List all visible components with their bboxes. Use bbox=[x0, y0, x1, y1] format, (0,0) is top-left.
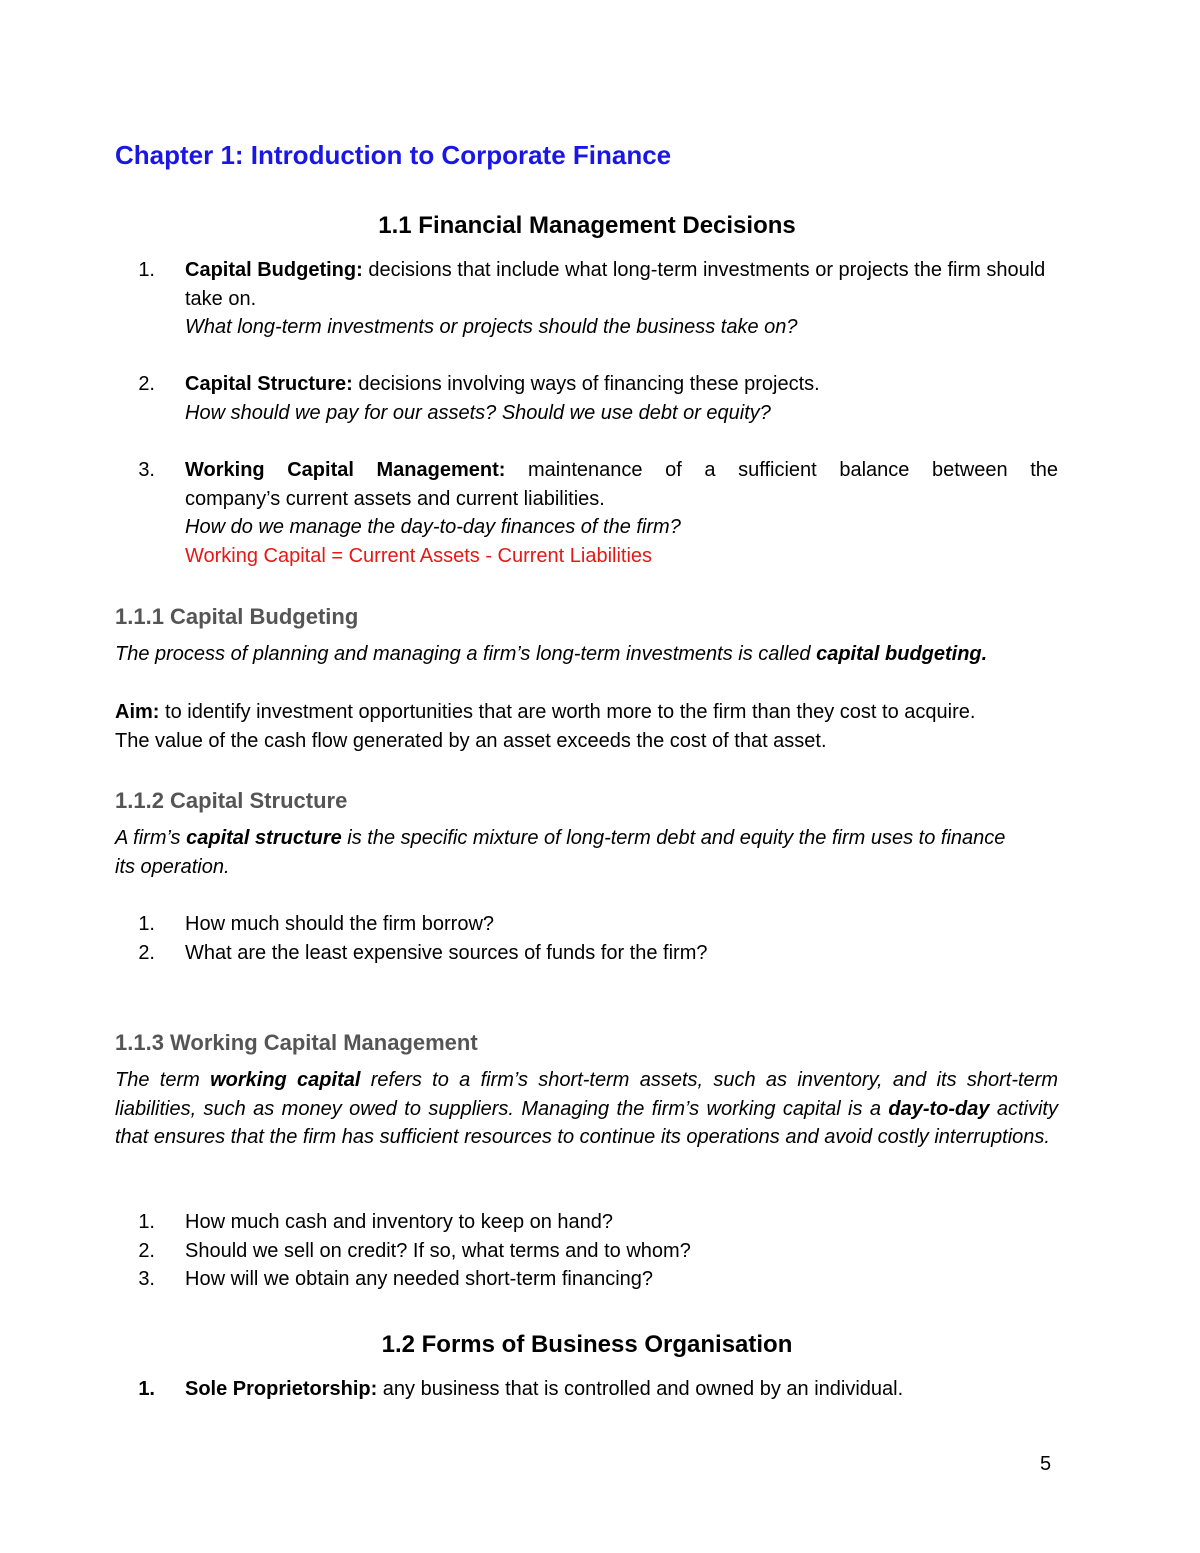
item-text-continued: company’s current assets and current liabilities. bbox=[185, 487, 605, 510]
definition-text: is the specific mixture of long-term debt and equity the firm uses to finance its operation. bbox=[115, 827, 1006, 878]
item-term: Capital Structure: bbox=[185, 373, 353, 395]
chapter-title: Chapter 1: Introduction to Corporate Finance bbox=[115, 140, 672, 170]
list-item bbox=[115, 939, 1058, 968]
item-text: maintenance of a sufficient balance between the bbox=[505, 459, 1058, 481]
capital-budgeting-definition bbox=[115, 640, 1058, 669]
item-text: What are the least expensive sources of funds for the firm? bbox=[185, 941, 708, 964]
aim-paragraph bbox=[115, 698, 1058, 755]
item-number: 2. bbox=[138, 941, 155, 964]
item-term: Working Capital Management: bbox=[185, 459, 506, 481]
item-number: 1. bbox=[138, 913, 155, 935]
working-capital-definition bbox=[115, 1066, 1058, 1152]
item-number: 1. bbox=[138, 1211, 155, 1233]
item-question: What long-term investments or projects should the business take on? bbox=[185, 316, 798, 339]
section-heading-1-1: 1.1 Financial Management Decisions bbox=[378, 212, 796, 239]
aim-text-2: The value of the cash flow generated by an asset exceeds the cost of that asset. bbox=[115, 729, 827, 752]
definition-term: day-to-day bbox=[888, 1097, 990, 1120]
item-number: 3. bbox=[138, 459, 155, 481]
subsection-heading-1-1-2: 1.1.2 Capital Structure bbox=[115, 788, 348, 813]
item-text: decisions that include what long-term investments or projects the firm should take on. bbox=[185, 259, 1046, 310]
list-item bbox=[115, 456, 1058, 570]
list-item bbox=[115, 1265, 1058, 1294]
aim-text: to identify investment opportunities that are worth more to the firm than they cost to acquire. bbox=[159, 701, 976, 723]
list-item bbox=[115, 1375, 1058, 1404]
list-item bbox=[115, 1208, 1058, 1237]
working-capital-formula: Working Capital = Current Assets - Current Liabilities bbox=[185, 544, 653, 567]
item-number: 2. bbox=[138, 373, 155, 395]
section-heading-1-2: 1.2 Forms of Business Organisation bbox=[381, 1331, 793, 1358]
definition-term: capital budgeting. bbox=[816, 643, 988, 665]
page-number: 5 bbox=[1040, 1453, 1052, 1475]
list-item bbox=[115, 256, 1058, 342]
list-item bbox=[115, 370, 1058, 427]
capital-structure-definition bbox=[115, 824, 1015, 881]
item-first-line bbox=[185, 456, 1058, 485]
aim-label: Aim: bbox=[115, 701, 160, 723]
item-number: 1. bbox=[138, 1378, 155, 1400]
definition-term: capital structure bbox=[186, 827, 342, 849]
item-term: Sole Proprietorship: bbox=[185, 1378, 378, 1400]
definition-text: A firm’s bbox=[115, 827, 187, 849]
item-question: How should we pay for our assets? Should we use debt or equity? bbox=[185, 401, 771, 424]
subsection-heading-1-1-1: 1.1.1 Capital Budgeting bbox=[115, 604, 359, 629]
item-text: Should we sell on credit? If so, what terms and to whom? bbox=[185, 1239, 691, 1262]
item-number: 1. bbox=[138, 259, 155, 281]
item-text: decisions involving ways of financing these projects. bbox=[352, 373, 820, 395]
subsection-heading-1-1-3: 1.1.3 Working Capital Management bbox=[115, 1030, 478, 1055]
item-term: Capital Budgeting: bbox=[185, 259, 363, 281]
item-number: 2. bbox=[138, 1239, 155, 1262]
working-capital-questions bbox=[115, 1208, 1058, 1294]
definition-text: activity that ensures that the firm has sufficient resources to continue its operations and avoid costly interruptions. bbox=[115, 1097, 1058, 1149]
item-question: How do we manage the day-to-day finances of the firm? bbox=[185, 516, 681, 539]
definition-text: refers to a firm’s short-term assets, such as inventory, and its short-term liabilities, such as money owed to suppliers. Managing the firm’s working capital is a bbox=[115, 1069, 1058, 1120]
capital-structure-questions bbox=[115, 910, 1058, 967]
item-text: How much cash and inventory to keep on hand? bbox=[185, 1211, 614, 1233]
definition-term: working capital bbox=[210, 1069, 361, 1091]
item-text: How much should the firm borrow? bbox=[185, 913, 495, 935]
item-text: How will we obtain any needed short-term financing? bbox=[185, 1268, 654, 1291]
item-text: any business that is controlled and owned by an individual. bbox=[377, 1378, 904, 1400]
definition-text: The term bbox=[115, 1069, 211, 1091]
list-item bbox=[115, 910, 1058, 939]
item-number: 3. bbox=[138, 1268, 155, 1291]
list-item bbox=[115, 1237, 1058, 1266]
definition-text: The process of planning and managing a firm’s long-term investments is called bbox=[115, 643, 817, 665]
